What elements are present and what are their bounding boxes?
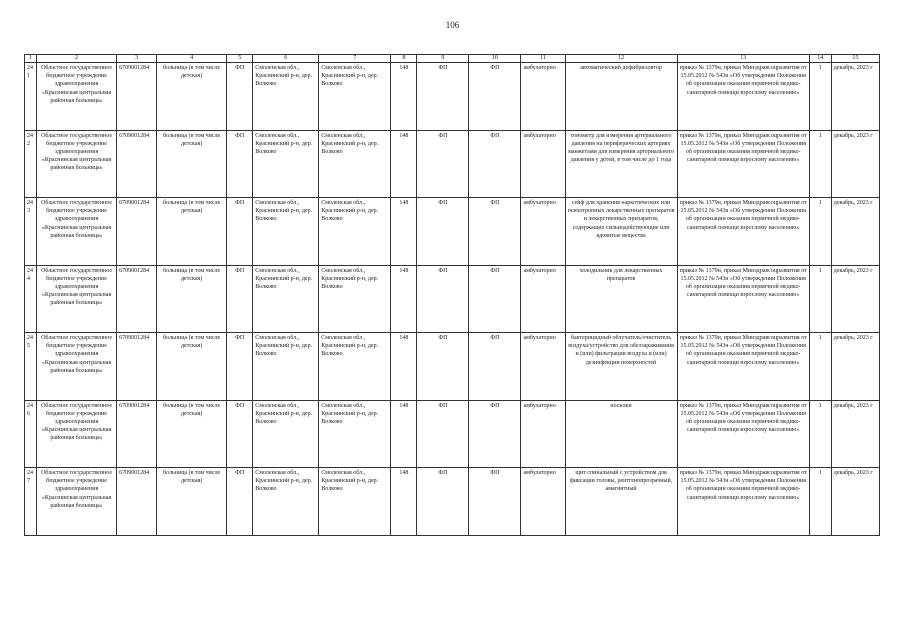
due-date: декабрь, 2023 г (831, 130, 879, 198)
care-type: амбулаторно (521, 63, 565, 131)
organization-name: Областное государственное бюджетное учреждение здравоохранения «Краснинская центральная районная больница» (37, 130, 117, 198)
unit-type: ФП (227, 333, 253, 401)
quantity-cell: 1 (809, 63, 831, 131)
equipment-name: автоматический дефибриллятор (565, 63, 677, 131)
unit-type: ФП (227, 130, 253, 198)
population-count: 148 (391, 400, 417, 468)
facility-type: больница (в том числе детская) (157, 265, 227, 333)
column-header: 1 (25, 55, 37, 63)
due-date: декабрь, 2023 г (831, 468, 879, 536)
care-type: амбулаторно (521, 468, 565, 536)
order-reference: приказ № 1379н, приказ Минздравсоцразвития от 15.05.2012 № 543н «Об утверждении Положения об организации оказания первичной медико-санитарной помощи взрослому населению» (677, 468, 809, 536)
inn-code: 6709001284 (117, 333, 157, 401)
due-date: декабрь, 2023 г (831, 198, 879, 266)
care-type: амбулаторно (521, 198, 565, 266)
inn-code: 6709001284 (117, 198, 157, 266)
population-count: 148 (391, 198, 417, 266)
unit-cell: ФП (417, 333, 469, 401)
unit-cell: ФП (417, 63, 469, 131)
column-header: 10 (469, 55, 521, 63)
row-number: 244 (25, 265, 37, 333)
due-date: декабрь, 2023 г (831, 265, 879, 333)
quantity-cell: 1 (809, 265, 831, 333)
equipment-name: носилки (565, 400, 677, 468)
row-number: 245 (25, 333, 37, 401)
table-row (25, 198, 880, 266)
organization-name: Областное государственное бюджетное учреждение здравоохранения «Краснинская центральная районная больница» (37, 198, 117, 266)
order-reference: приказ № 1379н, приказ Минздравсоцразвития от 15.05.2012 № 543н «Об утверждении Положения об организации оказания первичной медико-санитарной помощи взрослому населению» (677, 333, 809, 401)
organization-name: Областное государственное бюджетное учреждение здравоохранения «Краснинская центральная районная больница» (37, 63, 117, 131)
page-number: 106 (445, 20, 460, 30)
row-number: 243 (25, 198, 37, 266)
unit-cell: ФП (417, 198, 469, 266)
inn-code: 6709001284 (117, 400, 157, 468)
column-header: 14 (809, 55, 831, 63)
address-cell: Смоленская обл., Краснинский р-н, дер. Волково (253, 265, 319, 333)
unit-cell: ФП (469, 265, 521, 333)
unit-cell: ФП (417, 468, 469, 536)
equipment-table (24, 54, 880, 536)
address-cell: Смоленская обл., Краснинский р-н, дер. Волково (253, 400, 319, 468)
row-number: 247 (25, 468, 37, 536)
care-type: амбулаторно (521, 265, 565, 333)
location-cell: Смоленская обл., Краснинский р-н, дер. Волково (319, 198, 391, 266)
column-header: 9 (417, 55, 469, 63)
table-body (25, 63, 880, 536)
facility-type: больница (в том числе детская) (157, 468, 227, 536)
inn-code: 6709001284 (117, 265, 157, 333)
address-cell: Смоленская обл., Краснинский р-н, дер. Волково (253, 198, 319, 266)
unit-type: ФП (227, 400, 253, 468)
population-count: 148 (391, 333, 417, 401)
location-cell: Смоленская обл., Краснинский р-н, дер. Волково (319, 265, 391, 333)
facility-type: больница (в том числе детская) (157, 198, 227, 266)
unit-type: ФП (227, 63, 253, 131)
organization-name: Областное государственное бюджетное учреждение здравоохранения «Краснинская центральная районная больница» (37, 265, 117, 333)
unit-cell: ФП (469, 63, 521, 131)
column-header: 3 (117, 55, 157, 63)
care-type: амбулаторно (521, 400, 565, 468)
care-type: амбулаторно (521, 333, 565, 401)
column-header: 7 (319, 55, 391, 63)
column-header: 13 (677, 55, 809, 63)
order-reference: приказ № 1379н, приказ Минздравсоцразвития от 15.05.2012 № 543н «Об утверждении Положения об организации оказания первичной медико-санитарной помощи взрослому населению» (677, 130, 809, 198)
quantity-cell: 1 (809, 468, 831, 536)
facility-type: больница (в том числе детская) (157, 63, 227, 131)
table-row (25, 265, 880, 333)
location-cell: Смоленская обл., Краснинский р-н, дер. Волково (319, 333, 391, 401)
inn-code: 6709001284 (117, 468, 157, 536)
equipment-name: щит спинальный с устройством для фиксации головы, рентгенопрозрачный, амагнитный (565, 468, 677, 536)
population-count: 148 (391, 468, 417, 536)
population-count: 148 (391, 63, 417, 131)
unit-cell: ФП (469, 333, 521, 401)
equipment-name: тонометр для измерения артериального давления на периферических артериях манжетами для измерения артериального давления у детей, в том числе до 1 года (565, 130, 677, 198)
address-cell: Смоленская обл., Краснинский р-н, дер. Волково (253, 468, 319, 536)
inn-code: 6709001284 (117, 130, 157, 198)
order-reference: приказ № 1379н, приказ Минздравсоцразвития от 15.05.2012 № 543н «Об утверждении Положения об организации оказания первичной медико-санитарной помощи взрослому населению» (677, 63, 809, 131)
equipment-name: бактерицидный облучатель/очиститель воздуха/устройство для обеззараживания и (или) фильтрации воздуха и (или) дезинфекции поверхностей (565, 333, 677, 401)
unit-type: ФП (227, 468, 253, 536)
table-row (25, 468, 880, 536)
equipment-name: холодильник для лекарственных препаратов (565, 265, 677, 333)
row-number: 242 (25, 130, 37, 198)
unit-cell: ФП (469, 130, 521, 198)
location-cell: Смоленская обл., Краснинский р-н, дер. Волково (319, 468, 391, 536)
facility-type: больница (в том числе детская) (157, 333, 227, 401)
quantity-cell: 1 (809, 130, 831, 198)
location-cell: Смоленская обл., Краснинский р-н, дер. Волково (319, 400, 391, 468)
table-row (25, 333, 880, 401)
address-cell: Смоленская обл., Краснинский р-н, дер. Волково (253, 130, 319, 198)
due-date: декабрь, 2023 г (831, 400, 879, 468)
unit-type: ФП (227, 198, 253, 266)
column-header: 2 (37, 55, 117, 63)
order-reference: приказ № 1379н, приказ Минздравсоцразвития от 15.05.2012 № 543н «Об утверждении Положения об организации оказания первичной медико-санитарной помощи взрослому населению» (677, 265, 809, 333)
population-count: 148 (391, 130, 417, 198)
quantity-cell: 1 (809, 198, 831, 266)
address-cell: Смоленская обл., Краснинский р-н, дер. Волково (253, 63, 319, 131)
order-reference: приказ № 1379н, приказ Минздравсоцразвития от 15.05.2012 № 543н «Об утверждении Положения об организации оказания первичной медико-санитарной помощи взрослому населению» (677, 400, 809, 468)
column-header: 6 (253, 55, 319, 63)
organization-name: Областное государственное бюджетное учреждение здравоохранения «Краснинская центральная районная больница» (37, 468, 117, 536)
column-header: 8 (391, 55, 417, 63)
column-header: 4 (157, 55, 227, 63)
unit-cell: ФП (417, 400, 469, 468)
unit-cell: ФП (469, 400, 521, 468)
population-count: 148 (391, 265, 417, 333)
table-row (25, 400, 880, 468)
unit-cell: ФП (469, 468, 521, 536)
table-row (25, 63, 880, 131)
facility-type: больница (в том числе детская) (157, 130, 227, 198)
unit-cell: ФП (469, 198, 521, 266)
column-header: 11 (521, 55, 565, 63)
unit-cell: ФП (417, 265, 469, 333)
equipment-name: сейф для хранения наркотических или психотропных лекарственных препаратов и лекарственных препаратов, содержащих сильнодействующие или ядовитые вещества (565, 198, 677, 266)
facility-type: больница (в том числе детская) (157, 400, 227, 468)
row-number: 241 (25, 63, 37, 131)
column-header: 12 (565, 55, 677, 63)
column-header: 15 (831, 55, 879, 63)
organization-name: Областное государственное бюджетное учреждение здравоохранения «Краснинская центральная районная больница» (37, 400, 117, 468)
quantity-cell: 1 (809, 400, 831, 468)
table-header-row (25, 55, 880, 63)
care-type: амбулаторно (521, 130, 565, 198)
order-reference: приказ № 1379н, приказ Минздравсоцразвития от 15.05.2012 № 543н «Об утверждении Положения об организации оказания первичной медико-санитарной помощи взрослому населению» (677, 198, 809, 266)
address-cell: Смоленская обл., Краснинский р-н, дер. Волково (253, 333, 319, 401)
quantity-cell: 1 (809, 333, 831, 401)
due-date: декабрь, 2023 г (831, 333, 879, 401)
due-date: декабрь, 2023 г (831, 63, 879, 131)
organization-name: Областное государственное бюджетное учреждение здравоохранения «Краснинская центральная районная больница» (37, 333, 117, 401)
column-header: 5 (227, 55, 253, 63)
table-row (25, 130, 880, 198)
location-cell: Смоленская обл., Краснинский р-н, дер. Волково (319, 130, 391, 198)
unit-cell: ФП (417, 130, 469, 198)
row-number: 246 (25, 400, 37, 468)
inn-code: 6709001284 (117, 63, 157, 131)
unit-type: ФП (227, 265, 253, 333)
location-cell: Смоленская обл., Краснинский р-н, дер. Волково (319, 63, 391, 131)
